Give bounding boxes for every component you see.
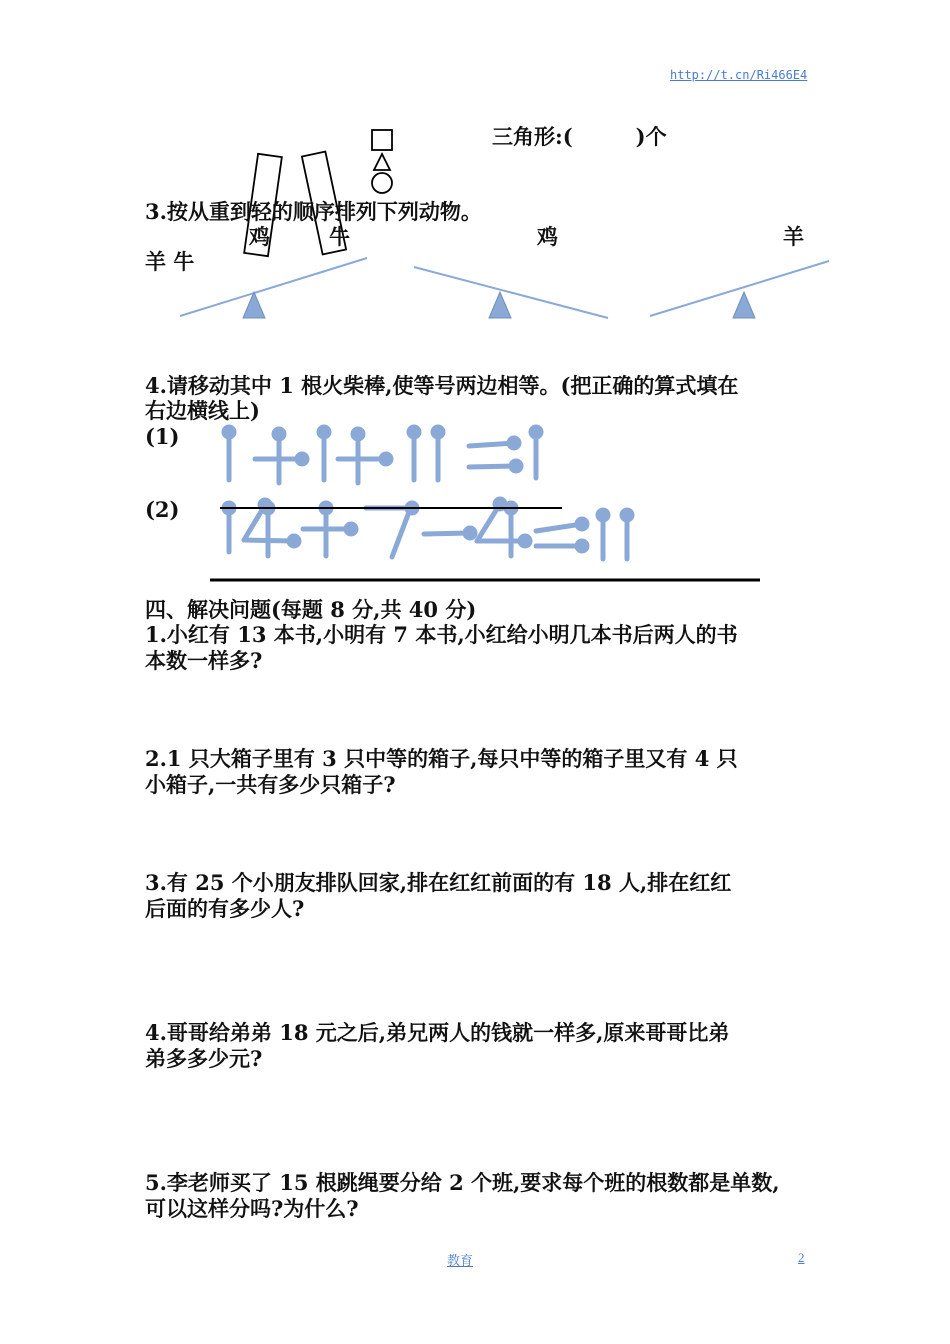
problem-4-line2: 弟多多少元?	[145, 1046, 263, 1071]
circle-shape	[372, 173, 392, 193]
scale-3-label: 羊	[783, 224, 804, 249]
balance-scale-2	[414, 267, 608, 318]
triangle-shape	[374, 154, 390, 170]
balance-scale-3	[650, 261, 829, 318]
page-number: 2	[798, 1250, 805, 1265]
problem-2-line2: 小箱子,一共有多少只箱子?	[145, 772, 396, 797]
problem-1-line1: 1.小红有 13 本书,小明有 7 本书,小红给小明几本书后两人的书	[145, 622, 738, 647]
q4-title-line1: 4.请移动其中 1 根火柴棒,使等号两边相等。(把正确的算式填在	[145, 373, 739, 398]
section4-heading: 四、解决问题(每题 8 分,共 40 分)	[145, 597, 477, 622]
footer-label[interactable]: 教育	[447, 1253, 474, 1268]
header-url[interactable]: http://t.cn/Ri466E4	[670, 68, 808, 82]
problem-3-line1: 3.有 25 个小朋友排队回家,排在红红前面的有 18 人,排在红红	[145, 870, 732, 895]
matchstick-equation-1	[224, 427, 541, 483]
q3-title: 3.按从重到轻的顺序排列下列动物。	[145, 199, 482, 224]
square-shape	[372, 130, 392, 150]
problem-5-line2: 可以这样分吗?为什么?	[145, 1196, 359, 1221]
problem-5-line1: 5.李老师买了 15 根跳绳要分给 2 个班,要求每个班的根数都是单数,	[145, 1170, 780, 1195]
q4-title-line2: 右边横线上)	[145, 398, 260, 423]
scale-1-label-left: 羊 牛	[145, 249, 195, 274]
scale-2-beam	[414, 267, 608, 318]
triangle-count-prompt: 三角形:( )个	[492, 124, 667, 149]
scale-2-label: 鸡	[537, 224, 558, 249]
problem-4-line1: 4.哥哥给弟弟 18 元之后,弟兄两人的钱就一样多,原来哥哥比弟	[145, 1020, 730, 1045]
balance-scale-1	[180, 258, 367, 318]
problem-2-line1: 2.1 只大箱子里有 3 只中等的箱子,每只中等的箱子里又有 4 只	[145, 746, 738, 771]
problem-3-line2: 后面的有多少人?	[145, 896, 305, 921]
scale-3-fulcrum	[733, 292, 755, 318]
scale-1-label-chicken: 鸡	[249, 224, 270, 249]
scale-1-label-cow: 牛	[329, 224, 350, 249]
q4-item1-label: (1)	[145, 424, 180, 449]
q4-item2-label: (2)	[145, 497, 180, 522]
problem-1-line2: 本数一样多?	[145, 648, 263, 673]
scale-2-fulcrum	[489, 292, 511, 318]
scale-1-beam	[180, 258, 367, 316]
